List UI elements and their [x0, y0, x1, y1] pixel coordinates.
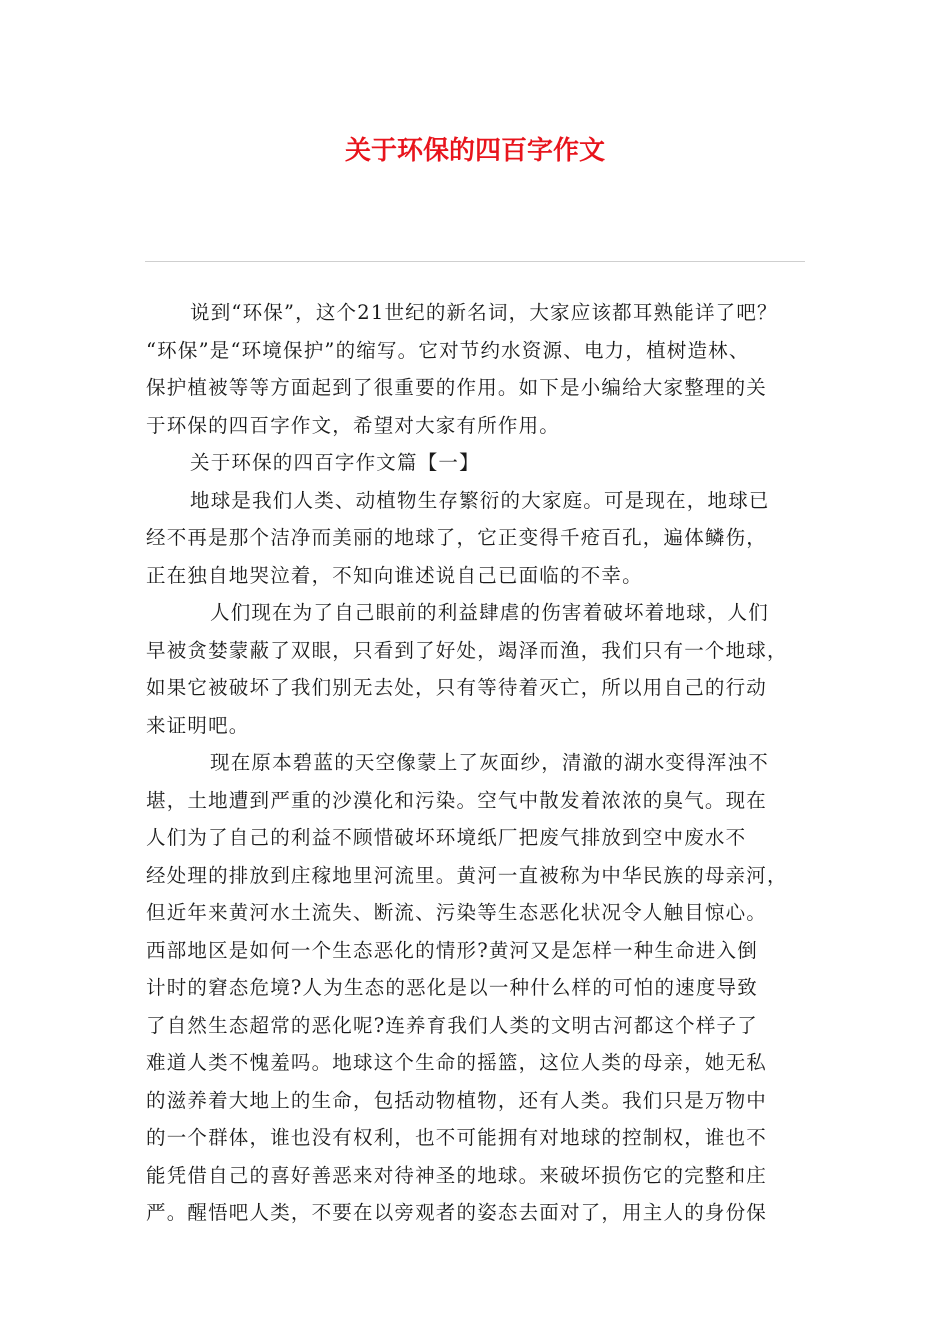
text-line: 计时的窘态危境?人为生态的恶化是以一种什么样的可怕的速度导致	[146, 976, 758, 999]
text-line: 现在原本碧蓝的天空像蒙上了灰面纱，清澈的湖水变得浑浊不	[210, 751, 769, 774]
text-line: 于环保的四百字作文，希望对大家有所作用。	[146, 413, 561, 437]
text-line: 说到“环保”，这个21世纪的新名词，大家应该都耳熟能详了吧？	[190, 301, 778, 324]
text-line: 的滋养着大地上的生命，包括动物植物，还有人类。我们只是万物中	[146, 1088, 768, 1112]
text-line: 西部地区是如何一个生态恶化的情形?黄河又是怎样一种生命进入倒	[146, 938, 758, 962]
text-line: 早被贪婪蒙蔽了双眼，只看到了好处，竭泽而渔，我们只有一个地球，	[146, 638, 788, 662]
document-title: 关于环保的四百字作文	[344, 136, 605, 166]
title-divider	[145, 261, 805, 262]
text-line: 严。醒悟吧人类，不要在以旁观者的姿态去面对了，用主人的身份保	[146, 1201, 768, 1224]
text-line: 难道人类不愧羞吗。地球这个生命的摇篮，这位人类的母亲，她无私	[146, 1051, 768, 1074]
text-line: 人们为了自己的利益不顾惜破坏环境纸厂把废气排放到空中废水不	[146, 826, 747, 849]
text-line: 如果它被破坏了我们别无去处，只有等待着灭亡，所以用自己的行动	[146, 676, 768, 699]
text-line: 地球是我们人类、动植物生存繁衍的大家庭。可是现在，地球已	[190, 488, 770, 512]
text-line: 人们现在为了自己眼前的利益肆虐的伤害着破坏着地球，人们	[210, 601, 769, 624]
text-line: 保护植被等等方面起到了很重要的作用。如下是小编给大家整理的关	[146, 376, 768, 399]
text-line: 关于环保的四百字作文篇【一】	[190, 451, 480, 474]
text-line: 来证明吧。	[146, 713, 250, 737]
text-line: 经不再是那个洁净而美丽的地球了，它正变得千疮百孔，遍体鳞伤，	[146, 526, 768, 549]
document-body	[146, 294, 810, 1232]
text-line: 堪，土地遭到严重的沙漠化和污染。空气中散发着浓浓的臭气。现在	[146, 788, 768, 812]
text-line: “环保”是“环境保护”的缩写。它对节约水资源、电力，植树造林、	[146, 338, 750, 362]
text-line: 经处理的排放到庄稼地里河流里。黄河一直被称为中华民族的母亲河，	[146, 863, 788, 887]
text-line: 正在独自地哭泣着，不知向谁述说自己已面临的不幸。	[146, 563, 643, 587]
text-line: 但近年来黄河水土流失、断流、污染等生态恶化状况令人触目惊心。	[146, 901, 768, 924]
text-line: 了自然生态超常的恶化呢?连养育我们人类的文明古河都这个样子了	[146, 1013, 758, 1037]
text-line: 能凭借自己的喜好善恶来对待神圣的地球。来破坏损伤它的完整和庄	[146, 1163, 768, 1187]
text-line: 的一个群体，谁也没有权利，也不可能拥有对地球的控制权，谁也不	[146, 1126, 768, 1149]
